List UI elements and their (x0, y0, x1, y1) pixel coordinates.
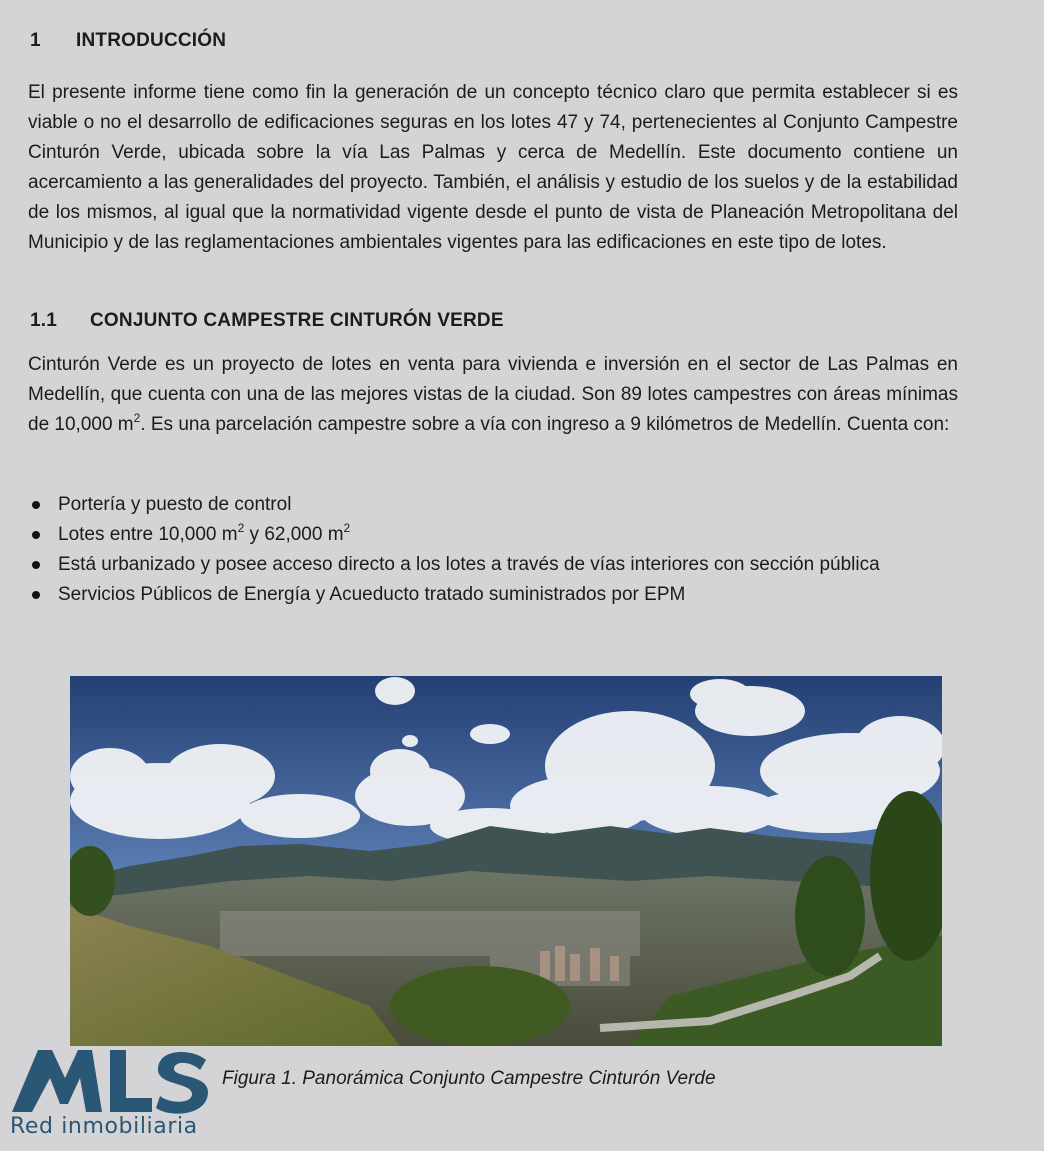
superscript: 2 (343, 521, 351, 535)
list-item (28, 520, 988, 550)
section-heading-introduccion (30, 30, 226, 52)
panoramic-photo (70, 676, 942, 1046)
figure-caption: Figura 1. Panorámica Conjunto Campestre Cinturón Verde (222, 1068, 716, 1089)
project-paragraph (28, 350, 958, 440)
list-item-text: Portería y puesto de control (58, 494, 292, 515)
logo-subtitle: Red inmobiliaria (10, 1114, 198, 1139)
subsection-heading-cinturon-verde (30, 310, 504, 332)
list-item (28, 490, 988, 520)
section-title: INTRODUCCIÓN (76, 30, 227, 51)
panorama-illustration (70, 676, 942, 1046)
intro-paragraph: El presente informe tiene como fin la generación de un concepto técnico claro que permita establecer si es viable o no el desarrollo de edificaciones seguras en los lotes 47 y 74, pertenecientes al Conjunto Campestre Cinturón Verde, ubicada sobre la vía Las Palmas y cerca de Medellín. Este documento contiene un acercamiento a las generalidades del proyecto. También, el análisis y estudio de los suelos y de la estabilidad de los mismos, al igual que la normatividad vigente desde el punto de vista de Planeación Metropolitana del Municipio y de las reglamentaciones ambientales vigentes para las edificaciones en este tipo de lotes. (28, 82, 958, 253)
project-paragraph-part-b: . Es una parcelación campestre sobre a vía con ingreso a 9 kilómetros de Medellín. Cuenta con: (140, 414, 950, 435)
subsection-title: CONJUNTO CAMPESTRE CINTURÓN VERDE (90, 310, 504, 331)
bullet-icon (32, 501, 40, 509)
mls-logo-icon (10, 1048, 210, 1114)
superscript: 2 (237, 521, 245, 535)
list-item-text: Está urbanizado y posee acceso directo a los lotes a través de vías interiores con sección pública (58, 554, 880, 575)
project-paragraph-part-a: Cinturón Verde es un proyecto de lotes en venta para vivienda e inversión en el sector de Las Palmas en Medellín, que cuenta con una de las mejores vistas de la ciudad. Son 89 lotes campestres con áreas mínimas de 10,000 m (28, 354, 958, 435)
bullet-icon (32, 531, 40, 539)
bullet-icon (32, 591, 40, 599)
superscript: 2 (133, 411, 141, 425)
bullet-icon (32, 561, 40, 569)
list-item-text: Servicios Públicos de Energía y Acueducto tratado suministrados por EPM (58, 584, 686, 605)
list-item-text: Lotes entre 10,000 m (58, 524, 238, 545)
list-item (28, 550, 988, 580)
features-list (28, 490, 988, 610)
list-item (28, 580, 988, 610)
mls-logo (6, 1048, 216, 1148)
subsection-number: 1.1 (30, 310, 58, 331)
section-number: 1 (30, 30, 41, 51)
list-item-text: y 62,000 m (244, 524, 344, 545)
